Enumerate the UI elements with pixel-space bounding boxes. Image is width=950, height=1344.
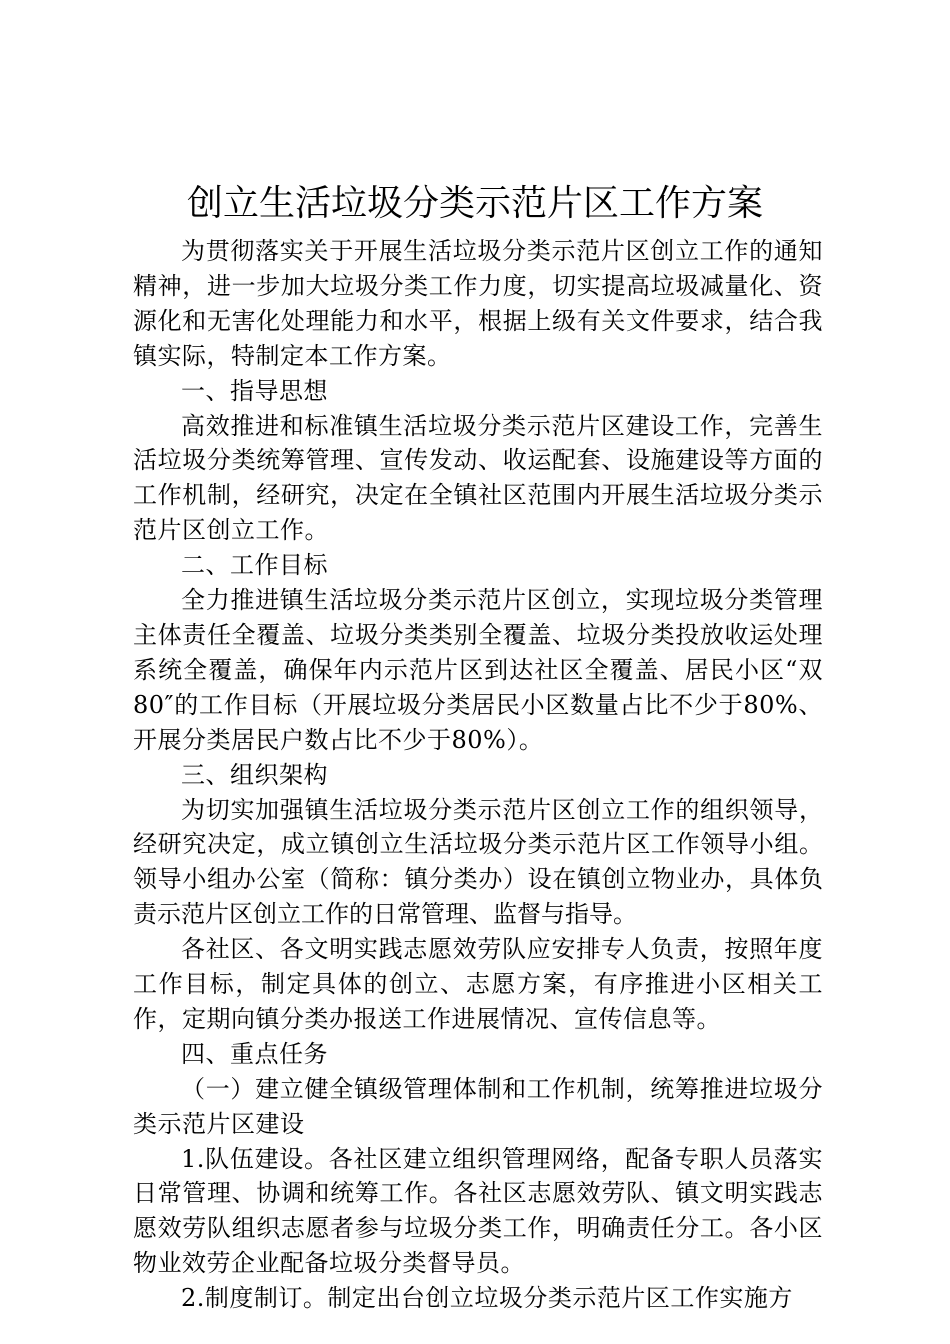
section-heading-4: 四、重点任务 bbox=[181, 1039, 328, 1068]
paragraph-community-duties: 各社区、各文明实践志愿效劳队应安排专人负责，按照年度工作目标，制定具体的创立、志愿方案，有序推进小区相关工作，定期向镇分类办报送工作进展情况、宣传信息等。 bbox=[133, 935, 823, 1033]
paragraph-work-goals: 全力推进镇生活垃圾分类示范片区创立，实现垃圾分类管理主体责任全覆盖、垃圾分类类别全覆盖、垃圾分类投放收运处理系统全覆盖，确保年内示范片区到达社区全覆盖、居民小区“双80″的工作目标（开展垃圾分类居民小区数量占比不少于80%、开展分类居民户数占比不少于80%）。 bbox=[133, 586, 823, 754]
document-title: 创立生活垃圾分类示范片区工作方案 bbox=[186, 183, 763, 224]
paragraph-organization: 为切实加强镇生活垃圾分类示范片区创立工作的组织领导，经研究决定，成立镇创立生活垃圾分类示范片区工作领导小组。领导小组办公室（简称：镇分类办）设在镇创立物业办，具体负责示范片区创立工作的日常管理、监督与指导。 bbox=[133, 795, 823, 929]
subsection-heading-1: （一）建立健全镇级管理体制和工作机制，统筹推进垃圾分类示范片区建设 bbox=[133, 1074, 823, 1138]
paragraph-team-building: 1.队伍建设。各社区建立组织管理网络，配备专职人员落实日常管理、协调和统筹工作。各社区志愿效劳队、镇文明实践志愿效劳队组织志愿者参与垃圾分类工作，明确责任分工。各小区物业效劳企业配备垃圾分类督导员。 bbox=[133, 1144, 823, 1278]
paragraph-system-making: 2.制度制订。制定出台创立垃圾分类示范片区工作实施方 bbox=[181, 1284, 793, 1313]
paragraph-intro: 为贯彻落实关于开展生活垃圾分类示范片区创立工作的通知精神，进一步加大垃圾分类工作力度，切实提高垃圾减量化、资源化和无害化处理能力和水平，根据上级有关文件要求，结合我镇实际，特制定本工作方案。 bbox=[133, 237, 823, 370]
section-heading-1: 一、指导思想 bbox=[181, 376, 328, 405]
section-heading-2: 二、工作目标 bbox=[181, 551, 328, 580]
document-body bbox=[133, 234, 823, 1316]
paragraph-guiding-idea: 高效推进和标准镇生活垃圾分类示范片区建设工作，完善生活垃圾分类统筹管理、宣传发动、收运配套、设施建设等方面的工作机制，经研究，决定在全镇社区范围内开展生活垃圾分类示范片区创立工作。 bbox=[133, 411, 823, 545]
section-heading-3: 三、组织架构 bbox=[181, 760, 328, 789]
